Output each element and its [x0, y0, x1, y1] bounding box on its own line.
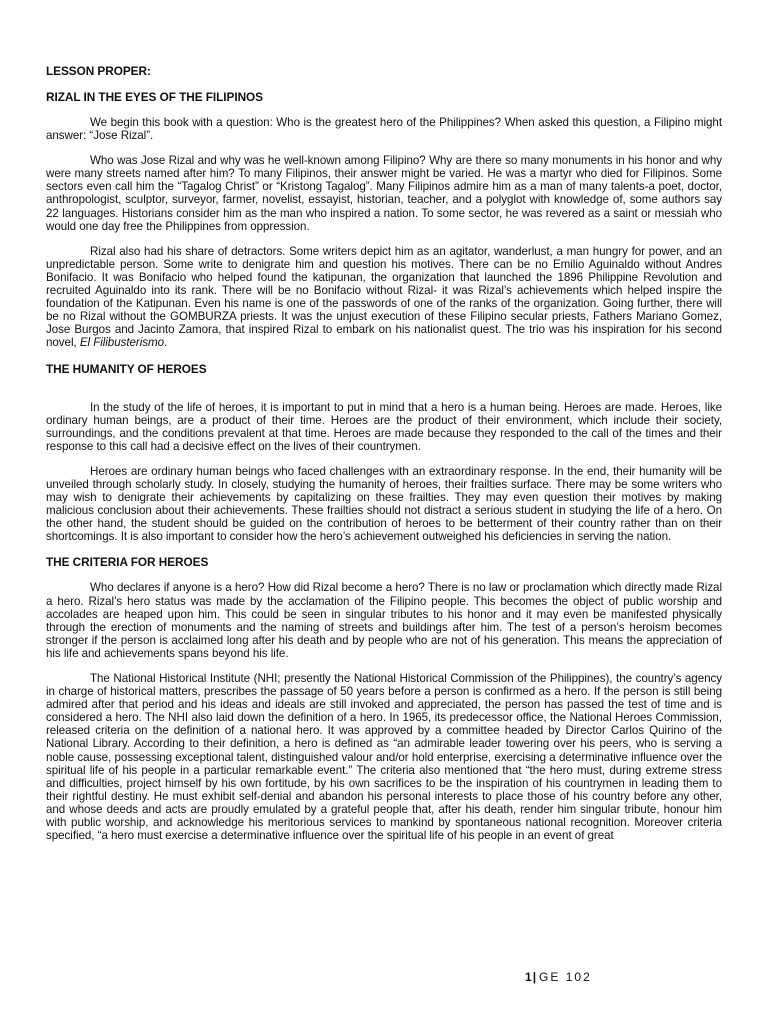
- page-number: 1: [525, 970, 532, 984]
- paragraph: In the study of the life of heroes, it is important to put in mind that a hero is a human being. Heroes are made. Heroes, like ordinary human beings, are a product of their time. Heroes are the product of their environment, which include their society, surroundings, and the conditions prevalent at that time. Heroes are made because they responded to the call of the times and their response to this call had a decisive effect on the lives of their countrymen.: [46, 400, 722, 453]
- paragraph: Who declares if anyone is a hero? How did Rizal become a hero? There is no law or proclamation which directly made Rizal a hero. Rizal’s hero status was made by the acclamation of the Filipino people. This becomes the object of public worship and accolades are heaped upon him. This could be seen in singular tributes to his honor and it may even be manifested physically through the erection of monuments and the naming of streets and buildings after him. The test of a person’s heroism becomes stronger if the person is acclaimed long after his death and by people who are not of his generation. This means the appreciation of his life and achievements spans beyond his life.: [46, 581, 722, 660]
- paragraph: The National Historical Institute (NHI; presently the National Historical Commission of the Philippines), the country’s agency in charge of historical matters, prescribes the passage of 50 years before a person is confirmed as a hero. If the person is still being admired after that period and his ideas and ideals are still invoked and appreciated, the person has passed the test of time and is considered a hero. The NHI also laid down the definition of a hero. In 1965, its predecessor office, the National Heroes Commission, released criteria on the definition of a national hero. It was approved by a committee headed by Director Carlos Quirino of the National Library. According to their definition, a hero is defined as “an admirable leader towering over his peers, who is serving a noble cause, possessing exceptional talent, distinguished valour and/or hold enterprise, exercising a determinative influence over the spiritual life of his people in a particular remarkable event.” The criteria also mentioned that “the hero must, during extreme stress and difficulties, project himself by his own fortitude, by his own sacrifices to be the inspiration of his countrymen in leading them to their rightful destiny. He must exhibit self-denial and abandon his personal interests to place those of his country before any other, and whose deeds and acts are proudly emulated by a grateful people that, after his death, render him singular tribute, honour him with public worship, and acknowledge his meritorious services to mankind by spontaneous national recognition. Moreover criteria specified, “a hero must exercise a determinative influence over the spiritual life of his people in an event of great: [46, 672, 722, 843]
- humanity-section-heading: THE HUMANITY OF HEROES: [46, 361, 207, 376]
- criteria-section-heading: THE CRITERIA FOR HEROES: [46, 555, 209, 570]
- footer-separator: |: [532, 970, 537, 984]
- paragraph-text: Rizal also had his share of detractors. Some writers depict him as an agitator, wanderlust, a man hungry for power, and an unpredictable person. Some write to denigrate him and question his motives. There can be no Emilio Aguinaldo without Andres Bonifacio. It was Bonifacio who helped found the katipunan, the organization that launched the 1896 Philippine Revolution and recruited Aguinaldo into its rank. There will be no Bonifacio without Rizal- it was Rizal’s achievements which helped inspire the foundation of the Katipunan. Even his name is one of the passwords of one of the ranks of the organization. Going further, there will be no Rizal without the GOMBURZA priests. It was the unjust execution of these Filipino secular priests, Fathers Mariano Gomez, Jose Burgos and Jacinto Zamora, that inspired Rizal to embark on his nationalist quest. The trio was his inspiration for his second novel,: [46, 244, 722, 350]
- lesson-proper-heading: LESSON PROPER:: [46, 64, 151, 78]
- document-page: [46, 64, 722, 854]
- paragraph: We begin this book with a question: Who is the greatest hero of the Philippines? When asked this question, a Filipino might answer: “Jose Rizal”.: [46, 116, 722, 143]
- rizal-section-heading: RIZAL IN THE EYES OF THE FILIPINOS: [46, 90, 263, 104]
- paragraph-end: .: [164, 336, 168, 350]
- section-spacer: [46, 388, 722, 401]
- course-code: GE 102: [539, 970, 592, 984]
- paragraph: [46, 245, 722, 350]
- paragraph: Heroes are ordinary human beings who faced challenges with an extraordinary response. In the end, their humanity will be unveiled through scholarly study. In closely, studying the humanity of heroes, their frailties surface. There may be some writers who may wish to denigrate their achievements by capitalizing on these frailties. They may even question their motives by making malicious conclusion about their achievements. These frailties should not distract a serious student in studying the life of a hero. On the other hand, the student should be guided on the contribution of heroes to be betterment of their country rather than on their shortcomings. It is also important to consider how the hero’s achievement outweighed his deficiencies in serving the nation.: [46, 464, 722, 544]
- novel-title: El Filibusterismo: [79, 336, 165, 350]
- page-footer: [525, 970, 592, 984]
- paragraph: Who was Jose Rizal and why was he well-known among Filipino? Why are there so many monuments in his honor and why were many streets named after him? To many Filipinos, their answer might be varied. He was a martyr who died for Filipinos. Some sectors even call him the “Tagalog Christ” or “Kristong Tagalog”. Many Filipinos admire him as a man of many talents-a poet, doctor, anthropologist, sculptor, surveyor, farmer, novelist, essayist, historian, teacher, and a polyglot with knowledge of, some authors say 22 languages. Historians consider him as the man who inspired a nation. To some sector, he was revered as a saint or messiah who would one day free the Philippines from oppression.: [46, 154, 722, 233]
